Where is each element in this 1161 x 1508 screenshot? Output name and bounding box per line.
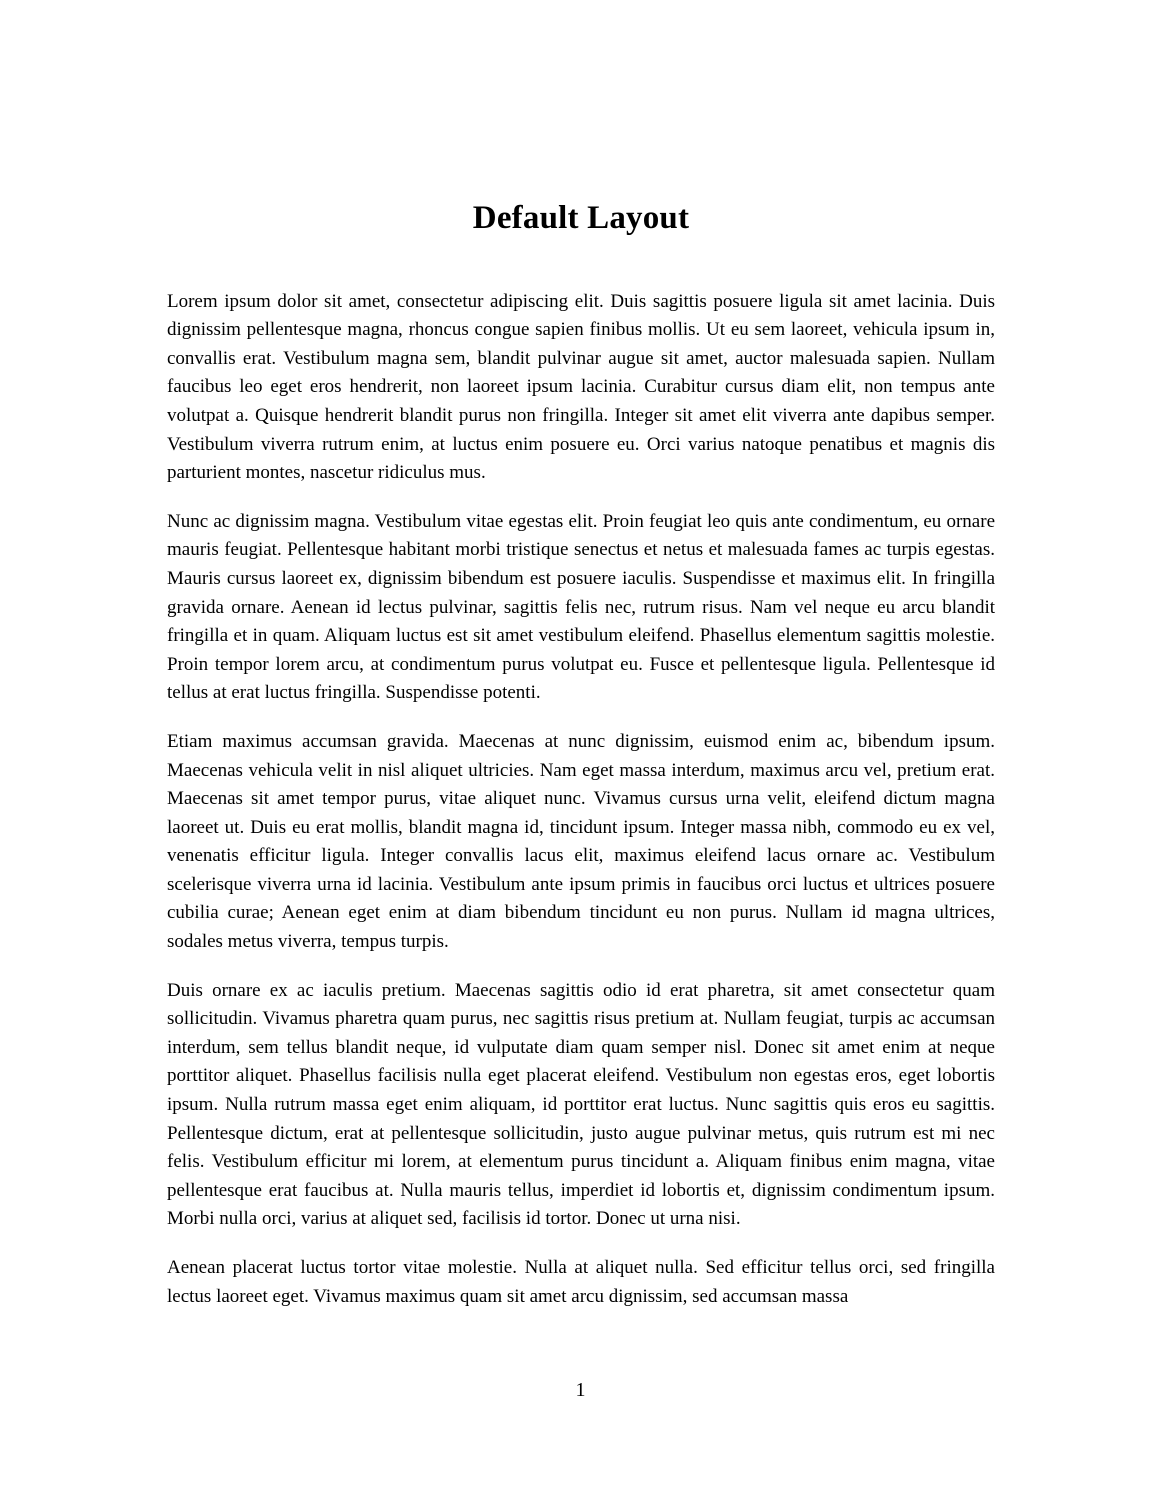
page-footer [0, 1348, 1161, 1508]
page-number: 1 [575, 1379, 586, 1401]
body-text [167, 288, 995, 1348]
paragraph-4: Duis ornare ex ac iaculis pretium. Maecenas sagittis odio id erat pharetra, sit amet consectetur quam sollicitudin. Vivamus pharetra quam purus, nec sagittis risus pretium at. Nullam feugiat, turpis ac accumsan interdum, sem tellus blandit neque, id vulputate diam quam semper nisl. Donec sit amet enim at neque porttitor aliquet. Phasellus facilisis nulla eget placerat eleifend. Vestibulum non egestas eros, eget lobortis ipsum. Nulla rutrum massa eget enim aliquam, id porttitor erat luctus. Nunc sagittis quis eros eu sagittis. Pellentesque dictum, erat at pellentesque sollicitudin, justo augue pulvinar metus, quis rutrum est mi nec felis. Vestibulum efficitur mi lorem, at elementum purus tincidunt a. Aliquam finibus enim magna, vitae pellentesque erat faucibus at. Nulla mauris tellus, imperdiet id lobortis et, dignissim condimentum ipsum. Morbi nulla orci, varius at aliquet sed, facilisis id tortor. Donec ut urna nisi. [167, 979, 995, 1230]
paragraph-3: Etiam maximus accumsan gravida. Maecenas at nunc dignissim, euismod enim ac, bibendum ipsum. Maecenas vehicula velit in nisl aliquet ultricies. Nam eget massa interdum, maximus arcu vel, pretium erat. Maecenas sit amet tempor purus, vitae aliquet nunc. Vivamus cursus urna velit, eleifend dictum magna laoreet ut. Duis eu erat mollis, blandit magna id, tincidunt ipsum. Integer massa nibh, commodo eu ex vel, venenatis efficitur ligula. Integer convallis lacus elit, maximus eleifend lacus ornare ac. Vestibulum scelerisque viverra urna id lacinia. Vestibulum ante ipsum primis in faucibus orci luctus et ultrices posuere cubilia curae; Aenean eget enim at diam bibendum tincidunt eu non purus. Nullam id magna ultrices, sodales metus viverra, tempus turpis. [167, 730, 995, 953]
paragraph-5: Aenean placerat luctus tortor vitae molestie. Nulla at aliquet nulla. Sed efficitur tellus orci, sed fringilla lectus laoreet eget. Vivamus maximus quam sit amet arcu dignissim, sed accumsan massa [167, 1257, 995, 1307]
page-content [167, 0, 995, 1348]
paragraph-2: Nunc ac dignissim magna. Vestibulum vitae egestas elit. Proin feugiat leo quis ante condimentum, eu ornare mauris feugiat. Pellentesque habitant morbi tristique senectus et netus et malesuada fames ac turpis egestas. Mauris cursus laoreet ex, dignissim bibendum est posuere iaculis. Suspendisse et maximus elit. In fringilla gravida ornare. Aenean id lectus pulvinar, sagittis felis nec, rutrum risus. Nam vel neque eu arcu blandit fringilla et in quam. Aliquam luctus est sit amet vestibulum eleifend. Phasellus elementum sagittis molestie. Proin tempor lorem arcu, at condimentum purus volutpat eu. Fusce et pellentesque ligula. Pellentesque id tellus at erat luctus fringilla. Suspendisse potenti. [167, 510, 995, 704]
page-title: Default Layout [472, 200, 690, 236]
paragraph-1: Lorem ipsum dolor sit amet, consectetur adipiscing elit. Duis sagittis posuere ligula sit amet lacinia. Duis dignissim pellentesque magna, rhoncus congue sapien finibus mollis. Ut eu sem laoreet, vehicula ipsum in, convallis erat. Vestibulum magna sem, blandit pulvinar augue sit amet, auctor malesuada sapien. Nullam faucibus leo eget eros hendrerit, non laoreet ipsum lacinia. Curabitur cursus diam elit, non tempus ante volutpat a. Quisque hendrerit blandit purus non fringilla. Integer sit amet elit viverra ante dapibus semper. Vestibulum viverra rutrum enim, at luctus enim posuere eu. Orci varius natoque penatibus et magnis dis parturient montes, nascetur ridiculus mus. [167, 290, 995, 484]
